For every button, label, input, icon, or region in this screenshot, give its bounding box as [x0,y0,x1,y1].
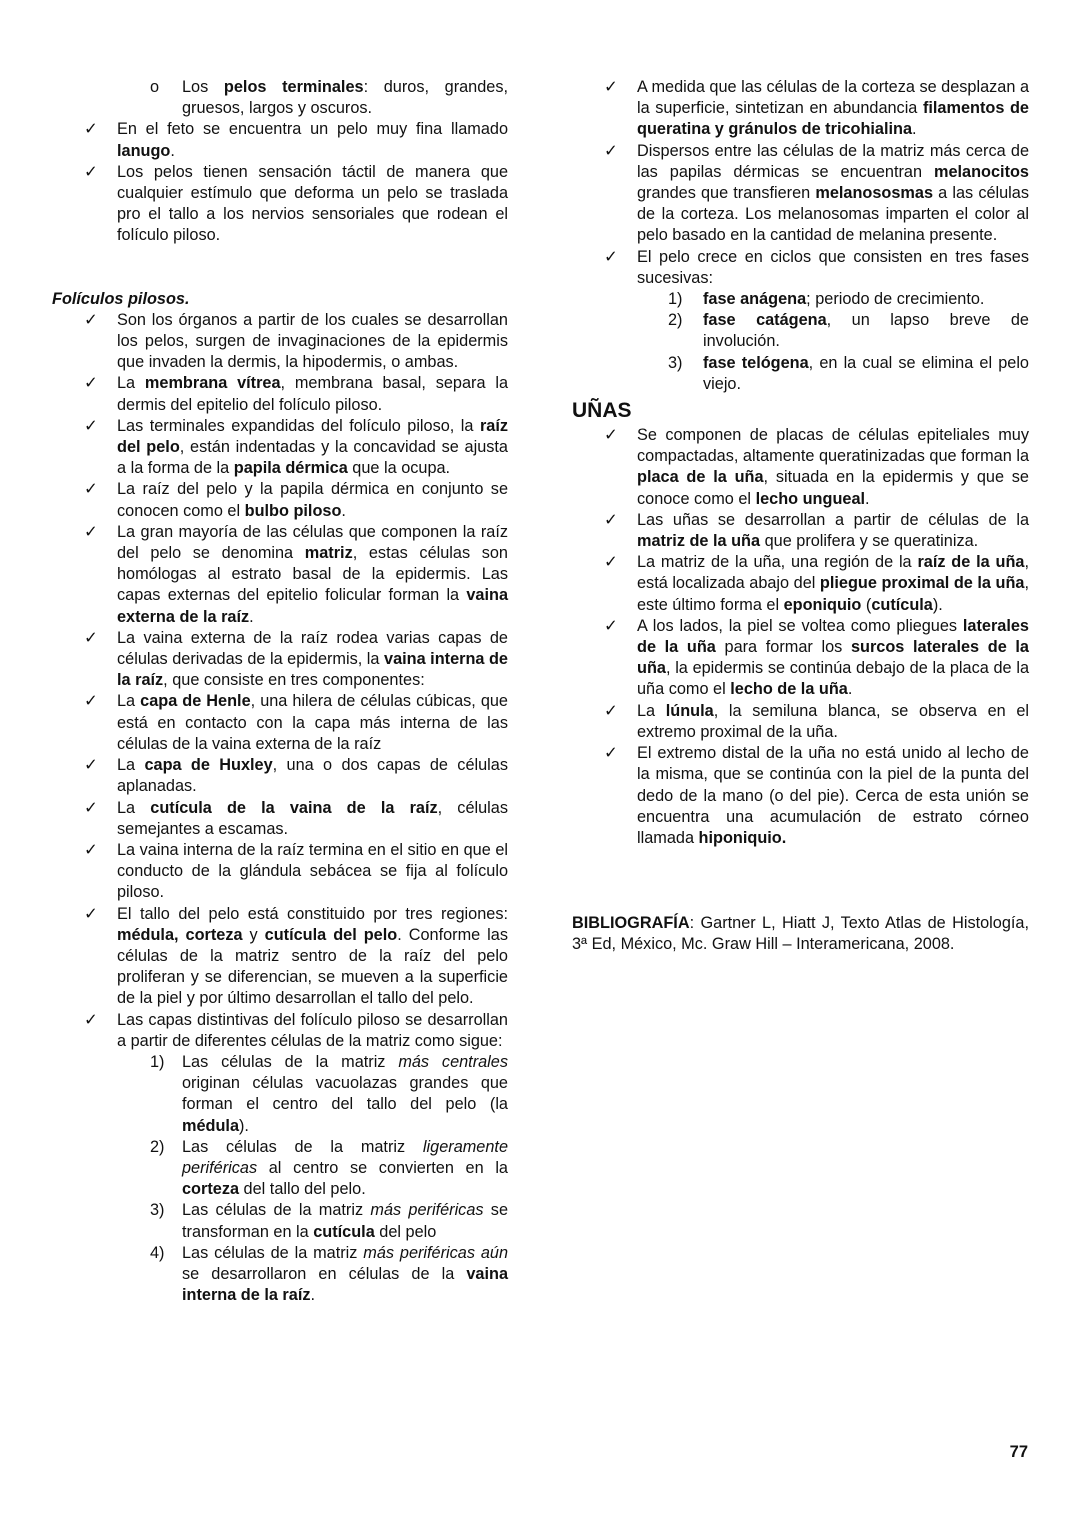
checkmark-icon: ✓ [84,310,98,329]
checklist-item [572,616,1029,701]
checkmark-icon: ✓ [84,416,98,435]
text-run: La [117,692,141,711]
checkmark-icon: ✓ [84,1010,98,1029]
checkmark-icon: ✓ [84,628,98,647]
text-run: Los [182,78,224,96]
checkmark-icon: ✓ [604,78,618,96]
text-run: ; periodo de crecimiento. [806,290,985,309]
emphasized-text: vaina interna de la raíz [182,1264,508,1305]
emphasized-text: laterales de la uña [637,616,1029,657]
text-run: . [865,489,870,508]
emphasized-text: eponiquio [783,595,862,614]
text-run: se transforman en la [182,1201,508,1241]
emphasized-text: cutícula [871,595,933,614]
checklist-item [52,479,508,521]
emphasized-text: matriz de la uña [637,532,761,551]
checklist-item [572,743,1029,849]
emphasized-text: ligeramente periféricas [182,1137,508,1177]
text-run: que la ocupa. [347,459,451,478]
checkmark-icon: ✓ [604,744,618,763]
checkmark-icon: ✓ [84,480,98,499]
checklist-item [572,701,1029,743]
text-run: . [912,120,917,139]
text-run: . [249,607,254,626]
text-run: se desarrollaron en células de la [182,1264,467,1283]
text-run: Las células de la matriz [182,1201,371,1220]
checklist-item [572,552,1029,616]
emphasized-text: matriz [304,544,353,563]
list-number: 1) [668,290,683,309]
numbered-item [52,1200,508,1242]
emphasized-text: melanososmas [815,184,934,203]
emphasized-text: melanocitos [933,162,1029,181]
text-run: del pelo [374,1222,437,1241]
text-run: Las células de la matriz [182,1052,399,1071]
emphasized-text: vaina interna de la raíz [117,650,508,690]
emphasized-text: papila dérmica [233,459,348,478]
emphasized-text: cutícula [313,1222,375,1241]
checkmark-icon: ✓ [84,692,98,711]
text-run: Las terminales expandidas del folículo piloso, la [117,416,480,435]
checkmark-icon: ✓ [604,510,618,529]
text-run: para formar los [715,638,851,657]
text-run: La vaina externa de la raíz rodea varias capas de células derivadas de la epidermis, la [117,628,508,669]
text-run: La vaina interna de la raíz termina en el sitio en que el conducto de la glándula sebácea se fija al folículo piloso. [117,840,508,902]
text-run: Los pelos tienen sensación táctil de manera que cualquier estímulo que deforma un pelo se traslada pro el tallo a los nervios sensoriales que rodean el folículo piloso. [117,162,508,245]
text-run: : Gartner L, Hiatt J, Texto Atlas de Histología, 3ª Ed, México, Mc. Graw Hill – Interamericana, 2008. [572,914,1029,954]
emphasized-text: placa de la uña [637,468,764,487]
checklist-item [572,510,1029,552]
text-run: , una hilera de células cúbicas, que está en contacto con la capa más interna de las células de la vaina externa de la raíz [117,692,508,753]
emphasized-text: más centrales [398,1052,508,1071]
text-run: . [310,1286,316,1305]
text-run: del tallo del pelo. [239,1180,366,1199]
checklist-item [572,141,1029,247]
numbered-item [572,289,1029,310]
text-run: ). [932,595,943,614]
text-run: Las capas distintivas del folículo piloso se desarrollan a partir de diferentes células de la matriz como sigue: [117,1010,508,1050]
checklist-item [52,904,508,1010]
numbered-item [52,1052,508,1137]
emphasized-text: vaina externa de la raíz [117,586,508,626]
text-run: Las uñas se desarrollan a partir de células de la [637,510,1029,529]
checkmark-icon: ✓ [604,701,618,720]
text-run: A medida que las células de la corteza se desplazan a la superficie, sintetizan en abundancia [637,78,1029,118]
text-run: Las células de la matriz [182,1137,423,1156]
list-number: 3) [150,1201,165,1220]
text-run: El pelo crece en ciclos que consisten en tres fases sucesivas: [637,247,1029,287]
emphasized-text: bulbo piloso [244,501,342,520]
emphasized-text: Folículos pilosos. [52,289,190,308]
text-run: que prolifera y se queratiniza. [760,532,979,551]
checklist-item [52,310,508,374]
checklist-item [572,247,1029,289]
text-run: La raíz del pelo y la papila dérmica en conjunto se conocen como el [117,480,508,520]
text-run: . Conforme las células de la matriz sentro de la raíz del pelo proliferan y se diferencian, se mueven a la superficie de la piel y por último desarrollan el tallo del pelo. [117,925,508,1008]
text-run: : duros, grandes, gruesos, largos y oscuros. [182,78,509,118]
text-run: . [847,680,853,699]
emphasized-text: más periféricas [370,1201,484,1220]
text-run: , que consiste en tres componentes: [163,671,425,690]
checkmark-icon: ✓ [84,374,98,393]
emphasized-text: médula, corteza [117,925,243,944]
checklist-item [52,798,508,840]
emphasized-text: lecho ungueal [755,489,866,508]
checkmark-icon: ✓ [84,756,98,775]
numbered-item [52,1243,508,1307]
text-run: , membrana basal, separa la dermis del epitelio del folículo piloso. [117,374,508,414]
text-run: La [117,756,145,775]
emphasized-text: fase catágena [703,311,827,330]
checklist-item [52,755,508,797]
text-run: La [117,374,145,393]
checkmark-icon: ✓ [84,162,98,181]
checkmark-icon: ✓ [84,840,98,859]
text-run: El extremo distal de la uña no está unido al lecho de la misma, que se continúa con la piel de la punta del dedo de la mano (o del pie). Cerca de esta unión se encuentra una acumulación de estrato córneo llamada [637,744,1029,847]
emphasized-text: médula [182,1116,240,1135]
spacer [572,849,1029,913]
subsection-heading [52,289,508,310]
numbered-item [52,1137,508,1201]
emphasized-text: surcos laterales de la uña [637,638,1029,678]
emphasized-text: membrana vítrea [144,374,281,393]
emphasized-text: lúnula [665,701,714,720]
text-run: , una o dos capas de células aplanadas. [117,756,508,796]
text-run: , en la cual se elimina el pelo viejo. [703,353,1029,393]
checkmark-icon: ✓ [604,141,618,160]
emphasized-text: raíz del pelo [117,416,508,457]
emphasized-text: hiponiquio. [698,828,787,847]
text-run: , la epidermis se continúa debajo de la placa de la uña como el [637,659,1029,699]
checklist-item [572,77,1029,141]
numbered-item [572,310,1029,352]
checklist-item [572,425,1029,510]
checkmark-icon: ✓ [604,426,618,445]
text-run: . [341,501,346,520]
text-run: . [170,141,175,160]
emphasized-text: capa de Huxley [144,756,273,775]
checklist-item [52,119,508,161]
emphasized-text: pliegue proximal de la uña [819,574,1025,593]
text-run: , estas células son homólogas al estrato basal de la epidermis. Las capas externas del epitelio folicular forman la [117,544,508,605]
checklist-item [52,522,508,628]
text-run: Las células de la matriz [182,1243,364,1262]
emphasized-text: pelos terminales [223,78,364,96]
text-run: En el feto se encuentra un pelo muy fina llamado [117,120,508,139]
text-run: La [117,798,151,817]
emphasized-text: lanugo [117,141,171,160]
text-run: , este último forma el [637,574,1029,614]
checkmark-icon: ✓ [84,904,98,923]
text-run: grandes que transfieren [637,184,816,203]
checklist-item [52,628,508,692]
emphasized-text: UÑAS [572,399,632,423]
left-column [52,77,508,1306]
list-number: 1) [150,1052,165,1071]
text-run: El tallo del pelo está constituido por tres regiones: [117,904,508,923]
spacer [52,247,508,289]
checkmark-icon: ✓ [84,522,98,541]
checklist-item [52,691,508,755]
text-run: La matriz de la uña, una región de la [637,553,918,572]
text-run: originan células vacuolazas grandes que forman el centro del tallo del pelo (la [182,1074,508,1114]
checklist-item [52,840,508,904]
emphasized-text: más periféricas aún [363,1243,508,1262]
checklist-item [52,373,508,415]
emphasized-text: cutícula de la vaina de la raíz [150,798,438,817]
text-run: , la semiluna blanca, se observa en el extremo proximal de la uña. [637,701,1029,741]
circle-bullet-icon: o [150,78,160,96]
text-run: a las células de la corteza. Los melanosomas imparten el color al pelo basado en la cantidad de melanina presente. [637,184,1029,245]
emphasized-text: fase anágena [703,290,807,309]
text-run: y [242,925,265,944]
text-run: , un lapso breve de involución. [703,311,1029,351]
text-run: Dispersos entre las células de la matriz más cerca de las papilas dérmicas se encuentran [637,141,1029,181]
right-column [572,77,1029,956]
checkmark-icon: ✓ [604,247,618,266]
emphasized-text: capa de Henle [140,692,251,711]
list-number: 2) [150,1137,165,1156]
text-run: Se componen de placas de células epiteliales muy compactadas, altamente queratinizadas que forman la [637,426,1029,466]
emphasized-text: fase telógena [703,353,809,372]
sub-list-item [52,77,508,119]
list-number: 3) [668,353,683,372]
emphasized-text: raíz de la uña [917,553,1025,572]
text-run: La [637,701,666,720]
text-run: La gran mayoría de las células que componen la raíz del pelo se denomina [117,522,508,563]
section-title [572,397,1029,425]
numbered-item [572,353,1029,395]
checklist-item [52,416,508,480]
text-run: ). [239,1116,249,1135]
text-run: Son los órganos a partir de los cuales se desarrollan los pelos, surgen de invaginaciones de la epidermis que invaden la dermis, la hipodermis, o ambas. [117,310,508,372]
checkmark-icon: ✓ [604,616,618,635]
checkmark-icon: ✓ [604,553,618,572]
text-run: , células semejantes a escamas. [117,798,508,838]
emphasized-text: corteza [182,1180,240,1199]
emphasized-text: lecho de la uña [730,680,848,699]
emphasized-text: BIBLIOGRAFÍA [572,914,690,933]
checklist-item [52,162,508,247]
checkmark-icon: ✓ [84,798,98,817]
text-run: , están indentadas y la concavidad se ajusta a la forma de la [117,438,508,478]
text-run: , situada en la epidermis y que se conoce como el [637,468,1029,508]
text-run: al centro se convierten en la [257,1158,508,1177]
emphasized-text: cutícula del pelo [264,925,398,944]
list-number: 4) [150,1243,165,1262]
text-run: , está localizada abajo del [637,553,1029,593]
text-run: ( [861,595,872,614]
emphasized-text: filamentos de queratina y gránulos de tricohialina [637,99,1029,139]
page-number: 77 [1009,1443,1028,1461]
bibliography [572,913,1029,955]
checklist-item [52,1010,508,1052]
list-number: 2) [668,311,683,330]
checkmark-icon: ✓ [84,120,98,139]
text-run: A los lados, la piel se voltea como pliegues [637,616,963,635]
